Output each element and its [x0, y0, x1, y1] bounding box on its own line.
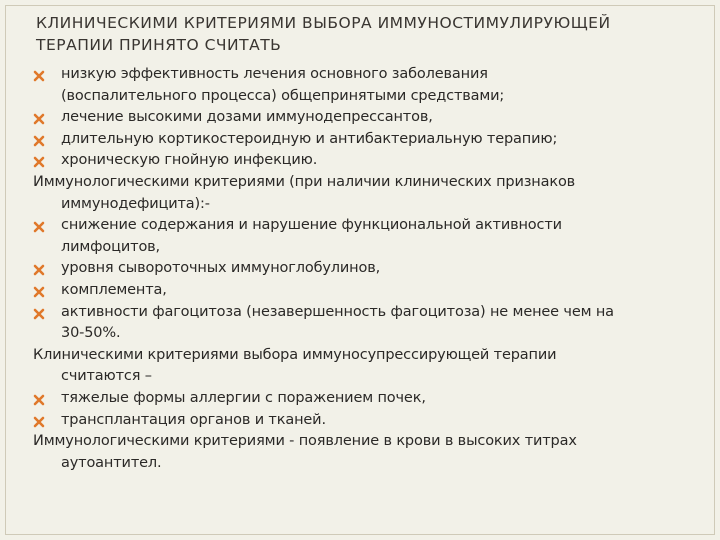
bullet-item: [33, 388, 713, 410]
x-bullet-icon: [33, 70, 45, 82]
bullet-text: активности фагоцитоза (незавершенность фагоцитоза) не менее чем на: [61, 303, 614, 320]
bullet-text: снижение содержания и нарушение функциональной активности: [61, 217, 562, 234]
bullet-text: комплемента,: [61, 281, 167, 298]
title-line-1: КЛИНИЧЕСКИМИ КРИТЕРИЯМИ ВЫБОРА ИММУНОСТИМУЛИРУЮЩЕЙ: [36, 14, 611, 32]
bullet-continuation: (воспалительного процесса) общепринятыми средствами;: [61, 87, 505, 104]
bullet-text: лечение высокими дозами иммунодепрессантов,: [61, 109, 433, 126]
paragraph-line: Иммунологическими критериями (при наличии клинических признаков: [33, 173, 576, 190]
bullet-text: трансплантация органов и тканей.: [61, 411, 326, 428]
x-bullet-icon: [33, 264, 45, 276]
slide-body: [33, 64, 713, 474]
bullet-item: [33, 215, 713, 237]
paragraph-line: Иммунологическими критериями - появление в крови в высоких титрах: [33, 433, 577, 450]
x-bullet-icon: [33, 308, 45, 320]
title-line-2: ТЕРАПИИ ПРИНЯТО СЧИТАТЬ: [36, 36, 282, 54]
bullet-text: длительную кортикостероидную и антибактериальную терапию;: [61, 130, 558, 147]
bullet-continuation: 30-50%.: [61, 325, 121, 342]
paragraph-continuation: считаются –: [61, 368, 152, 385]
bullet-text: уровня сывороточных иммуноглобулинов,: [61, 260, 381, 277]
paragraph-line: Клиническими критериями выбора иммуносупрессирующей терапии: [33, 346, 557, 363]
bullet-item: [33, 129, 713, 151]
x-bullet-icon: [33, 113, 45, 125]
bullet-item: [33, 64, 713, 86]
bullet-text: тяжелые формы аллергии с поражением почек,: [61, 389, 426, 406]
bullet-item: [33, 302, 713, 324]
x-bullet-icon: [33, 394, 45, 406]
bullet-text: хроническую гнойную инфекцию.: [61, 152, 318, 169]
bullet-item: [33, 410, 713, 432]
x-bullet-icon: [33, 286, 45, 298]
bullet-item: [33, 280, 713, 302]
bullet-item: [33, 150, 713, 172]
paragraph-continuation: аутоантител.: [61, 454, 162, 471]
bullet-item: [33, 107, 713, 129]
slide-title: [36, 12, 696, 56]
x-bullet-icon: [33, 156, 45, 168]
bullet-continuation: лимфоцитов,: [61, 238, 161, 255]
paragraph-continuation: иммунодефицита):-: [61, 195, 210, 212]
x-bullet-icon: [33, 221, 45, 233]
x-bullet-icon: [33, 416, 45, 428]
bullet-item: [33, 258, 713, 280]
bullet-text: низкую эффективность лечения основного заболевания: [61, 66, 488, 82]
x-bullet-icon: [33, 135, 45, 147]
